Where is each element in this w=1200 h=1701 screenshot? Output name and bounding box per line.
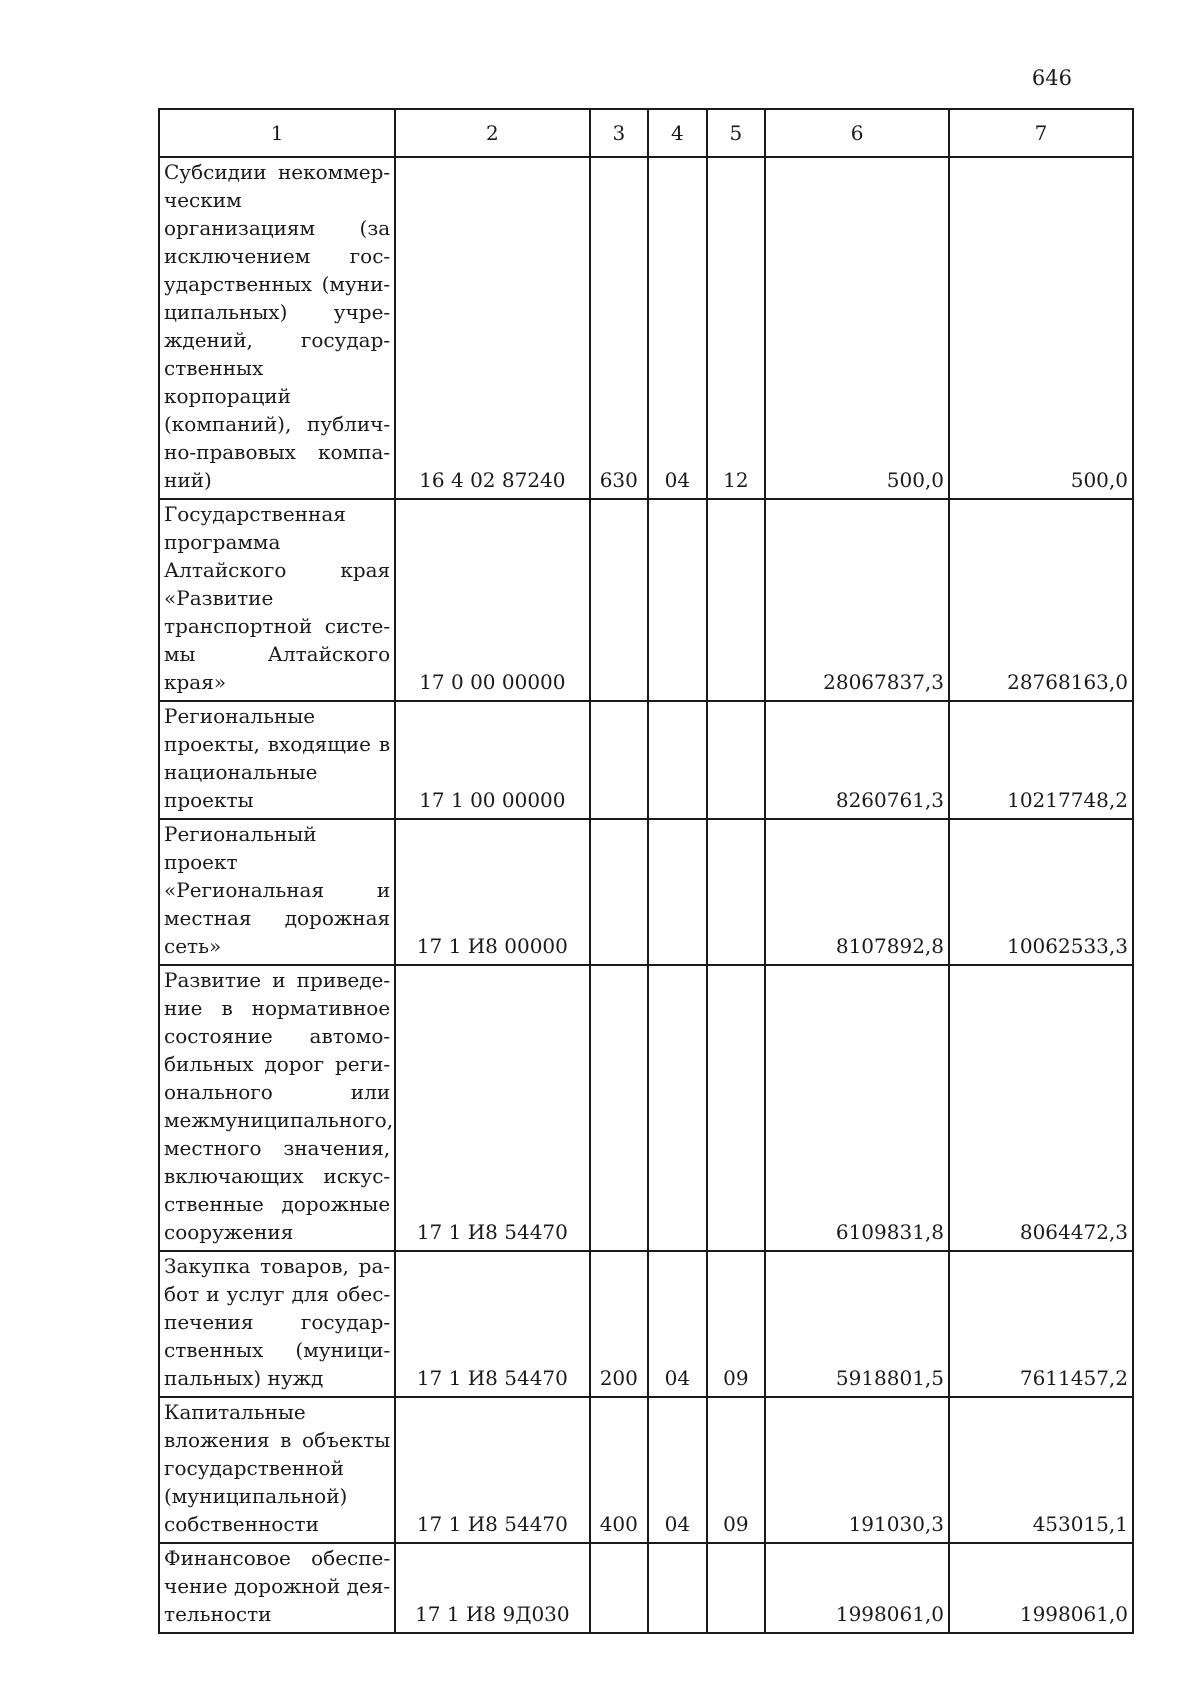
expense-type (590, 1543, 649, 1633)
section-code (648, 1543, 707, 1633)
amount-column-7: 28768163,0 (949, 499, 1133, 701)
amount-column-7: 10062533,3 (949, 819, 1133, 965)
amount-column-7: 1998061,0 (949, 1543, 1133, 1633)
section-code: 04 (648, 157, 707, 499)
table-row (159, 1543, 1133, 1633)
amount-column-6: 8260761,3 (765, 701, 949, 819)
classification-code: 16 4 02 87240 (395, 157, 589, 499)
column-header: 2 (395, 109, 589, 157)
item-name: Финансовое обеспечение дорожной деятельности (159, 1543, 395, 1633)
item-name: Региональный проект «Региональная и местная дорожная сеть» (159, 819, 395, 965)
amount-column-7: 8064472,3 (949, 965, 1133, 1251)
section-code: 04 (648, 1251, 707, 1397)
table-row (159, 701, 1133, 819)
amount-column-6: 5918801,5 (765, 1251, 949, 1397)
table-row (159, 157, 1133, 499)
expense-type: 400 (590, 1397, 649, 1543)
amount-column-6: 28067837,3 (765, 499, 949, 701)
amount-column-7: 10217748,2 (949, 701, 1133, 819)
amount-column-6: 191030,3 (765, 1397, 949, 1543)
classification-code: 17 1 И8 54470 (395, 965, 589, 1251)
column-header: 5 (707, 109, 766, 157)
column-header: 7 (949, 109, 1133, 157)
amount-column-7: 453015,1 (949, 1397, 1133, 1543)
classification-code: 17 0 00 00000 (395, 499, 589, 701)
item-name: Закупка товаров, работ и услуг для обеспечения государственных (муниципальных) нужд (159, 1251, 395, 1397)
column-header: 1 (159, 109, 395, 157)
table-row (159, 819, 1133, 965)
subsection-code (707, 965, 766, 1251)
expense-type: 200 (590, 1251, 649, 1397)
subsection-code: 09 (707, 1251, 766, 1397)
classification-code: 17 1 00 00000 (395, 701, 589, 819)
amount-column-6: 6109831,8 (765, 965, 949, 1251)
subsection-code (707, 499, 766, 701)
amount-column-6: 500,0 (765, 157, 949, 499)
column-header: 6 (765, 109, 949, 157)
budget-table (158, 108, 1134, 1634)
amount-column-7: 500,0 (949, 157, 1133, 499)
expense-type (590, 819, 649, 965)
section-code (648, 819, 707, 965)
column-number-row (159, 109, 1133, 157)
expense-type: 630 (590, 157, 649, 499)
classification-code: 17 1 И8 54470 (395, 1397, 589, 1543)
table-row (159, 965, 1133, 1251)
amount-column-7: 7611457,2 (949, 1251, 1133, 1397)
subsection-code: 09 (707, 1397, 766, 1543)
item-name: Региональные проекты, входящие в национальные проекты (159, 701, 395, 819)
table-row (159, 1251, 1133, 1397)
classification-code: 17 1 И8 54470 (395, 1251, 589, 1397)
table-row (159, 1397, 1133, 1543)
item-name: Государственная программа Алтайского края «Развитие транспортной системы Алтайского края» (159, 499, 395, 701)
section-code (648, 499, 707, 701)
section-code: 04 (648, 1397, 707, 1543)
section-code (648, 965, 707, 1251)
expense-type (590, 965, 649, 1251)
item-name: Субсидии некоммерческим организациям (за исключением государственных (муниципальных) учреждений, государственных корпораций (компаний), публично-правовых компаний) (159, 157, 395, 499)
item-name: Капитальные вложения в объекты государственной (муниципальной) собственности (159, 1397, 395, 1543)
expense-type (590, 701, 649, 819)
column-header: 3 (590, 109, 649, 157)
subsection-code (707, 1543, 766, 1633)
amount-column-6: 1998061,0 (765, 1543, 949, 1633)
item-name: Развитие и приведение в нормативное состояние автомобильных дорог регионального или межмуниципального, местного значения, включающих искусственные дорожные сооружения (159, 965, 395, 1251)
subsection-code (707, 701, 766, 819)
amount-column-6: 8107892,8 (765, 819, 949, 965)
page-number: 646 (1031, 66, 1072, 90)
table-row (159, 499, 1133, 701)
column-header: 4 (648, 109, 707, 157)
classification-code: 17 1 И8 9Д030 (395, 1543, 589, 1633)
subsection-code: 12 (707, 157, 766, 499)
section-code (648, 701, 707, 819)
classification-code: 17 1 И8 00000 (395, 819, 589, 965)
subsection-code (707, 819, 766, 965)
expense-type (590, 499, 649, 701)
